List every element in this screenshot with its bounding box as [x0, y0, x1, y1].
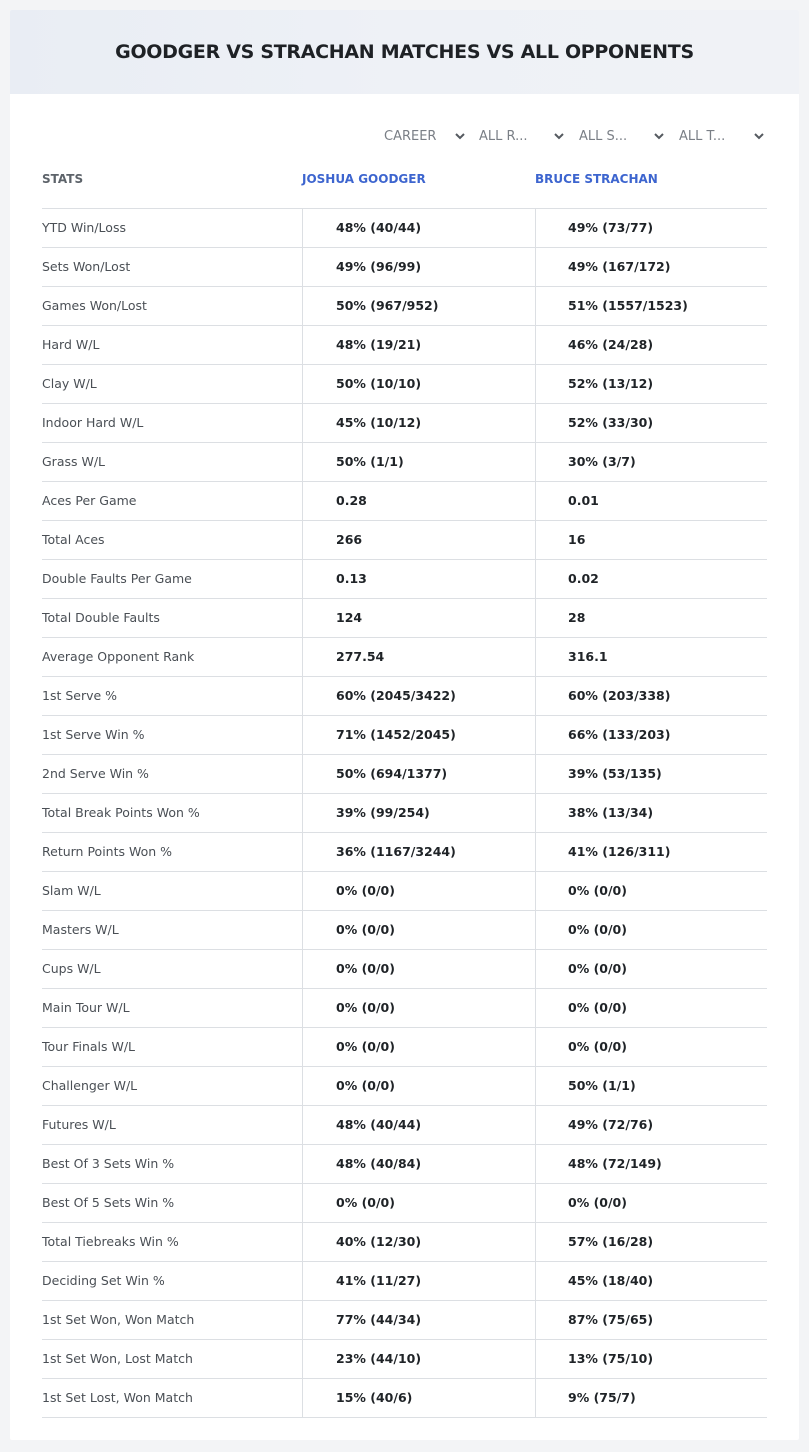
stats-table-body: [42, 208, 767, 1418]
stat-label: Games Won/Lost: [42, 298, 147, 313]
stat-label: Deciding Set Win %: [42, 1273, 165, 1288]
table-row: [42, 1067, 767, 1106]
page-header: [10, 10, 799, 94]
stat-label: 1st Serve Win %: [42, 727, 145, 742]
stat-label: 1st Serve %: [42, 688, 118, 703]
player2-stat-value: 49% (72/76): [535, 1106, 767, 1144]
table-row: [42, 911, 767, 950]
table-row: [42, 1028, 767, 1067]
stat-label: 2nd Serve Win %: [42, 766, 149, 781]
stat-label: Best Of 3 Sets Win %: [42, 1156, 175, 1171]
stat-label: YTD Win/Loss: [42, 220, 126, 235]
player2-stat-value: 0% (0/0): [535, 989, 767, 1027]
table-row: [42, 872, 767, 911]
career-filter-select[interactable]: [384, 126, 466, 146]
tournament-filter-select[interactable]: [679, 126, 765, 146]
player1-stat-value: 36% (1167/3244): [302, 833, 535, 871]
player1-stat-value: 0% (0/0): [302, 1067, 535, 1105]
table-row: [42, 1184, 767, 1223]
table-row: [42, 443, 767, 482]
filter-label: ALL S...: [579, 128, 628, 144]
player2-stat-value: 9% (75/7): [535, 1379, 767, 1417]
table-header: [42, 170, 767, 208]
stat-label: Indoor Hard W/L: [42, 415, 144, 430]
player1-stat-value: 0% (0/0): [302, 950, 535, 988]
player2-stat-value: 46% (24/28): [535, 326, 767, 364]
stat-label: Slam W/L: [42, 883, 101, 898]
player1-stat-value: 48% (40/44): [302, 209, 535, 247]
page-title: GOODGER VS STRACHAN MATCHES VS ALL OPPONENTS: [115, 41, 694, 63]
player1-stat-value: 0% (0/0): [302, 911, 535, 949]
player2-stat-value: 13% (75/10): [535, 1340, 767, 1378]
stat-label: 1st Set Won, Lost Match: [42, 1351, 193, 1366]
player2-stat-value: 49% (73/77): [535, 209, 767, 247]
stat-label: Return Points Won %: [42, 844, 173, 859]
table-row: [42, 1106, 767, 1145]
stat-label: Clay W/L: [42, 376, 97, 391]
filter-label: CAREER: [384, 128, 437, 144]
stat-label: Aces Per Game: [42, 493, 137, 508]
table-row: [42, 1301, 767, 1340]
player1-stat-value: 48% (40/84): [302, 1145, 535, 1183]
player1-stat-value: 0% (0/0): [302, 1184, 535, 1222]
player2-stat-value: 45% (18/40): [535, 1262, 767, 1300]
player1-stat-value: 49% (96/99): [302, 248, 535, 286]
player1-stat-value: 0.13: [302, 560, 535, 598]
table-row: [42, 248, 767, 287]
chevron-down-icon: [553, 130, 565, 142]
chevron-down-icon: [653, 130, 665, 142]
player2-stat-value: 0% (0/0): [535, 872, 767, 910]
table-row: [42, 716, 767, 755]
player2-stat-value: 0% (0/0): [535, 1184, 767, 1222]
player1-link[interactable]: JOSHUA GOODGER: [302, 172, 426, 186]
chevron-down-icon: [454, 130, 466, 142]
player1-stat-value: 71% (1452/2045): [302, 716, 535, 754]
stat-label: Hard W/L: [42, 337, 100, 352]
player2-stat-value: 41% (126/311): [535, 833, 767, 871]
filter-label: ALL R...: [479, 128, 528, 144]
table-row: [42, 521, 767, 560]
stat-label: Average Opponent Rank: [42, 649, 195, 664]
stat-label: Double Faults Per Game: [42, 571, 192, 586]
stat-label: Grass W/L: [42, 454, 106, 469]
player1-stat-value: 48% (40/44): [302, 1106, 535, 1144]
player2-stat-value: 16: [535, 521, 767, 559]
player1-stat-value: 48% (19/21): [302, 326, 535, 364]
table-row: [42, 755, 767, 794]
player2-stat-value: 39% (53/135): [535, 755, 767, 793]
stat-label: 1st Set Lost, Won Match: [42, 1390, 193, 1405]
player2-stat-value: 48% (72/149): [535, 1145, 767, 1183]
player2-link[interactable]: BRUCE STRACHAN: [535, 172, 658, 186]
stat-label: Futures W/L: [42, 1117, 116, 1132]
stat-label: Total Tiebreaks Win %: [42, 1234, 179, 1249]
player2-stat-value: 0% (0/0): [535, 1028, 767, 1066]
player1-stat-value: 50% (10/10): [302, 365, 535, 403]
table-row: [42, 1340, 767, 1379]
player2-stat-value: 52% (13/12): [535, 365, 767, 403]
table-row: [42, 209, 767, 248]
player1-stat-value: 0% (0/0): [302, 1028, 535, 1066]
player1-stat-value: 50% (1/1): [302, 443, 535, 481]
table-row: [42, 1223, 767, 1262]
table-row: [42, 365, 767, 404]
player2-stat-value: 38% (13/34): [535, 794, 767, 832]
stat-label: Masters W/L: [42, 922, 119, 937]
player2-stat-value: 87% (75/65): [535, 1301, 767, 1339]
player1-stat-value: 39% (99/254): [302, 794, 535, 832]
table-row: [42, 833, 767, 872]
player1-stat-value: 277.54: [302, 638, 535, 676]
player1-stat-value: 50% (967/952): [302, 287, 535, 325]
player1-stat-value: 50% (694/1377): [302, 755, 535, 793]
table-row: [42, 989, 767, 1028]
table-row: [42, 287, 767, 326]
filter-label: ALL T...: [679, 128, 726, 144]
table-row: [42, 482, 767, 521]
player2-stat-value: 0.02: [535, 560, 767, 598]
stat-label: Tour Finals W/L: [42, 1039, 136, 1054]
table-row: [42, 794, 767, 833]
player2-stat-value: 28: [535, 599, 767, 637]
table-row: [42, 1262, 767, 1301]
stat-label: Total Break Points Won %: [42, 805, 200, 820]
table-row: [42, 404, 767, 443]
player2-stat-value: 50% (1/1): [535, 1067, 767, 1105]
surface-filter-select[interactable]: [579, 126, 665, 146]
stat-label: Sets Won/Lost: [42, 259, 131, 274]
player2-stat-value: 316.1: [535, 638, 767, 676]
player1-stat-value: 124: [302, 599, 535, 637]
player2-stat-value: 60% (203/338): [535, 677, 767, 715]
player1-stat-value: 40% (12/30): [302, 1223, 535, 1261]
table-row: [42, 560, 767, 599]
player2-stat-value: 51% (1557/1523): [535, 287, 767, 325]
player1-stat-value: 0% (0/0): [302, 872, 535, 910]
stat-label: 1st Set Won, Won Match: [42, 1312, 195, 1327]
round-filter-select[interactable]: [479, 126, 565, 146]
player2-stat-value: 0% (0/0): [535, 950, 767, 988]
stat-label: Total Aces: [42, 532, 105, 547]
table-row: [42, 599, 767, 638]
player2-stat-value: 0% (0/0): [535, 911, 767, 949]
player2-stat-value: 57% (16/28): [535, 1223, 767, 1261]
player1-stat-value: 41% (11/27): [302, 1262, 535, 1300]
stat-label: Total Double Faults: [42, 610, 160, 625]
table-row: [42, 1379, 767, 1418]
stats-column-header: STATS: [42, 172, 84, 186]
table-row: [42, 677, 767, 716]
table-row: [42, 638, 767, 677]
filter-bar: [10, 126, 799, 148]
player1-stat-value: 23% (44/10): [302, 1340, 535, 1378]
stats-card: [10, 10, 799, 1440]
player1-stat-value: 266: [302, 521, 535, 559]
player1-stat-value: 77% (44/34): [302, 1301, 535, 1339]
player2-stat-value: 49% (167/172): [535, 248, 767, 286]
stat-label: Challenger W/L: [42, 1078, 138, 1093]
player1-stat-value: 0.28: [302, 482, 535, 520]
player1-stat-value: 0% (0/0): [302, 989, 535, 1027]
player1-stat-value: 45% (10/12): [302, 404, 535, 442]
player1-stat-value: 15% (40/6): [302, 1379, 535, 1417]
player2-stat-value: 66% (133/203): [535, 716, 767, 754]
player1-stat-value: 60% (2045/3422): [302, 677, 535, 715]
table-row: [42, 1145, 767, 1184]
chevron-down-icon: [753, 130, 765, 142]
stat-label: Best Of 5 Sets Win %: [42, 1195, 175, 1210]
stat-label: Main Tour W/L: [42, 1000, 130, 1015]
table-row: [42, 950, 767, 989]
player2-stat-value: 52% (33/30): [535, 404, 767, 442]
player2-stat-value: 30% (3/7): [535, 443, 767, 481]
player2-stat-value: 0.01: [535, 482, 767, 520]
stat-label: Cups W/L: [42, 961, 101, 976]
table-row: [42, 326, 767, 365]
